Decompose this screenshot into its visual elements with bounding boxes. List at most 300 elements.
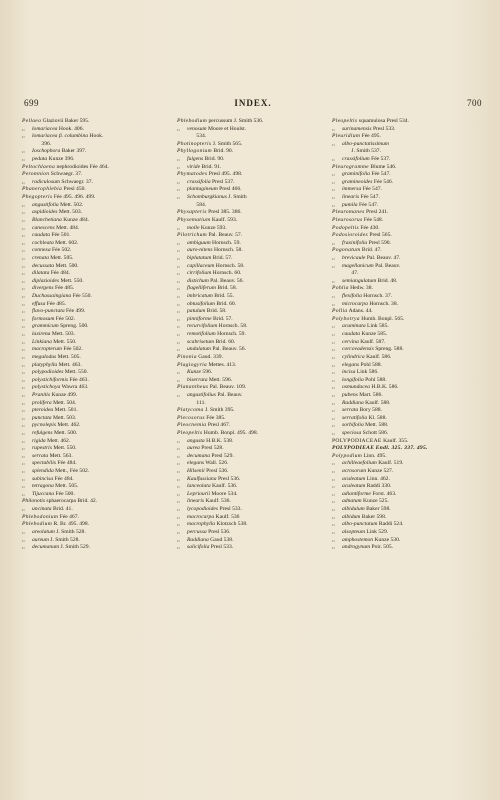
entry-lead: ,, <box>332 475 335 482</box>
entry-species: Schwaegr. 37. <box>50 171 83 178</box>
entry-authority: Brid. 60. <box>216 300 237 307</box>
entry-lead: ,, <box>22 270 25 277</box>
index-entry <box>332 240 484 248</box>
index-entry <box>22 430 174 438</box>
index-entry <box>22 400 174 408</box>
entry-authority: Hook. 406. <box>58 125 84 132</box>
index-entry <box>177 544 329 552</box>
entry-authority: Mett. 501. <box>54 407 78 414</box>
index-entry <box>177 468 329 476</box>
entry-species: formosum <box>32 315 55 322</box>
index-entry <box>332 323 484 331</box>
index-entry <box>177 156 329 164</box>
entry-species: incisa <box>342 369 356 376</box>
entry-lead: ,, <box>22 445 25 452</box>
entry-species: Brid. 90. <box>213 148 234 155</box>
entry-lead: ,, <box>332 300 335 307</box>
index-entry <box>332 354 484 362</box>
index-entry <box>332 514 484 522</box>
index-entry <box>332 498 484 506</box>
index-entry <box>332 141 484 149</box>
entry-lead: ,, <box>332 140 335 147</box>
entry-species: Kaulf. 593. <box>211 216 238 223</box>
entry-authority: Forst. 463. <box>372 490 397 497</box>
entry-lead: ,, <box>22 544 25 551</box>
entry-lead: ,, <box>177 186 180 193</box>
entry-lead: ,, <box>177 506 180 513</box>
entry-authority: Mett. 503. <box>51 331 75 338</box>
entry-species: brevicaule <box>342 254 366 261</box>
entry-lead: ,, <box>22 262 25 269</box>
entry-species: lomariacea <box>32 125 58 132</box>
entry-authority: Presl 536. <box>208 528 231 535</box>
index-entry <box>22 491 174 499</box>
entry-authority: H.B.K. 538. <box>206 437 234 444</box>
entry-lead: ,, <box>22 209 25 216</box>
entry-species: Kaulfussiana <box>187 475 217 482</box>
entry-lead: ,, <box>332 194 335 201</box>
entry-species: divergens <box>32 285 54 292</box>
entry-authority: Presl 533. <box>219 506 242 513</box>
entry-species: elegans <box>187 460 205 467</box>
index-entry <box>22 483 174 491</box>
entry-lead: ,, <box>22 338 25 345</box>
entry-species: Fée 467. <box>59 513 79 520</box>
entry-species: imbricatum <box>187 293 213 300</box>
index-entry <box>177 422 329 430</box>
entry-species: rupestris <box>32 445 52 452</box>
entry-authority: Hornsch. 59. <box>217 331 246 338</box>
index-entry <box>177 339 329 347</box>
page-header <box>24 98 482 112</box>
entry-lead: ,, <box>177 300 180 307</box>
entry-lead: ,, <box>22 414 25 421</box>
entry-species: angusta <box>187 437 205 444</box>
index-entry <box>22 415 174 423</box>
entry-lead: Phlebodonium <box>22 513 59 520</box>
entry-lead: Pilotrichum <box>177 232 208 239</box>
entry-species: albidum <box>342 513 361 520</box>
entry-authority: Wawra 463. <box>61 384 89 391</box>
entry-lead: ,, <box>177 156 180 163</box>
entry-authority: Fée 484. <box>54 475 74 482</box>
index-entry <box>22 255 174 263</box>
entry-lead: ,, <box>22 346 25 353</box>
entry-lead: ,, <box>332 399 335 406</box>
entry-lead: ,, <box>177 247 180 254</box>
index-entry <box>177 392 329 400</box>
index-entry <box>332 278 484 286</box>
index-entry <box>332 415 484 423</box>
entry-lead: ,, <box>332 498 335 505</box>
entry-species: caudata <box>342 331 361 338</box>
index-entry <box>22 126 174 134</box>
entry-species: dilatata <box>32 270 50 277</box>
entry-species: lycopodioides <box>187 506 219 513</box>
entry-lead: ,, <box>22 247 25 254</box>
entry-authority: Mett. 602. <box>55 239 79 246</box>
index-entry <box>332 377 484 385</box>
index-entry <box>177 202 329 210</box>
entry-lead: Phlebodium <box>22 521 53 528</box>
entry-species: albidulum <box>342 506 365 513</box>
entry-species: Pranitis <box>32 391 51 398</box>
index-entry <box>177 400 329 408</box>
entry-lead: ,, <box>177 452 180 459</box>
entry-lead: ,, <box>177 376 180 383</box>
index-entry <box>332 148 484 156</box>
entry-authority: J. Smith <box>228 194 247 201</box>
index-entry <box>332 308 484 316</box>
entry-species: adiantiforme <box>342 490 371 497</box>
entry-authority: Kaulf. 536. <box>205 498 231 505</box>
entry-authority: Fée 546. <box>373 178 394 185</box>
index-entry <box>22 362 174 370</box>
entry-lead: ,, <box>177 528 180 535</box>
entry-authority: Baker 598. <box>361 513 387 520</box>
index-entry <box>332 164 484 172</box>
index-entry <box>177 255 329 263</box>
entry-lead: ,, <box>177 490 180 497</box>
entry-authority: Fée 547. <box>362 186 382 193</box>
index-entry <box>22 118 174 126</box>
entry-species: sphaerocarpa <box>46 498 76 505</box>
entry-authority: Brid. 42. <box>77 498 98 505</box>
index-entry <box>332 255 484 263</box>
entry-authority: Kunze 530. <box>374 536 401 543</box>
entry-species: acuminata <box>342 323 366 330</box>
entry-species: R. Br. 495. 498. <box>53 521 90 528</box>
entry-species: Hilsenii <box>187 468 205 475</box>
entry-authority: Pal. Beauv. 56. <box>212 346 247 353</box>
entry-lead: ,, <box>332 293 335 300</box>
entry-authority: J. Smith 528. <box>50 536 80 543</box>
entry-lead: ,, <box>177 125 180 132</box>
entry-authority: Brid. 58. <box>217 285 238 292</box>
index-entry <box>177 331 329 339</box>
entry-lead: Polybotrya <box>332 315 360 322</box>
right-page-number: 700 <box>467 98 482 108</box>
entry-authority: Linn. 462. <box>366 475 390 482</box>
entry-lead: ,, <box>332 528 335 535</box>
entry-species: patulum <box>187 308 206 315</box>
entry-authority: Mett. 462. <box>57 422 81 429</box>
entry-lead: ,, <box>177 194 180 201</box>
index-entry <box>22 171 174 179</box>
entry-authority: Moore 534. <box>211 490 238 497</box>
entry-species: semiangulatum <box>342 277 377 284</box>
index-entry <box>22 377 174 385</box>
index-entry <box>177 377 329 385</box>
entry-lead: ,, <box>332 429 335 436</box>
entry-authority: 396. <box>41 140 52 147</box>
entry-authority: Kaulf. 586. <box>366 353 392 360</box>
entry-species: aureum <box>32 536 49 543</box>
index-entry <box>177 415 329 423</box>
index-entry <box>177 179 329 187</box>
entry-authority: Brid. 57. <box>212 315 233 322</box>
entry-authority: Kaulf. 536 <box>215 513 240 520</box>
entry-lead: ,, <box>22 277 25 284</box>
entry-lead: ,, <box>332 323 335 330</box>
index-entry <box>177 537 329 545</box>
index-entry <box>22 392 174 400</box>
entry-authority: Presl 529. <box>211 452 234 459</box>
entry-authority: Brid. 60. <box>215 338 236 345</box>
entry-species: Gaud. 339. <box>198 353 223 360</box>
index-entry <box>22 301 174 309</box>
entry-authority: Schwaegr. 37. <box>61 178 93 185</box>
index-entry <box>332 202 484 210</box>
entry-authority: Pal. Beauv. <box>375 262 401 269</box>
entry-authority: 111. <box>196 399 206 406</box>
entry-lead: Plagiogyria <box>177 361 208 368</box>
index-entry <box>332 179 484 187</box>
entry-lead: ,, <box>332 513 335 520</box>
index-entry <box>332 263 484 271</box>
entry-species: molle <box>187 224 200 231</box>
entry-lead: Pleurogramme <box>332 163 369 170</box>
index-entry <box>177 240 329 248</box>
index-entry <box>177 521 329 529</box>
entry-species: elegans <box>342 361 360 368</box>
index-entry <box>332 529 484 537</box>
index-entry <box>332 460 484 468</box>
entry-authority: 596. <box>202 369 213 376</box>
index-entry <box>177 194 329 202</box>
index-entry <box>177 301 329 309</box>
entry-authority: Brid. 48. <box>377 277 398 284</box>
entry-authority: Fée 537. <box>371 156 391 163</box>
entry-authority: Brid. 41. <box>52 506 73 513</box>
entry-species: J. Smith 395. <box>205 407 235 414</box>
entry-authority: Raddi 330. <box>366 483 392 490</box>
index-entry <box>177 491 329 499</box>
entry-lead: ,, <box>332 239 335 246</box>
entry-species: Raddiana <box>342 399 364 406</box>
entry-authority: Brid. 58. <box>206 308 227 315</box>
entry-lead: ,, <box>332 544 335 551</box>
entry-authority: Schott 586. <box>362 429 389 436</box>
entry-authority: Brid. 57. <box>212 254 233 261</box>
entry-species: aspidioides <box>32 209 58 216</box>
index-entry <box>332 133 484 141</box>
index-entry <box>22 278 174 286</box>
entry-species: macrocarpa <box>187 513 215 520</box>
entry-authority: Fée 547. <box>371 171 391 178</box>
entry-lead: ,, <box>332 521 335 528</box>
entry-species: Kaulf. 355. <box>383 437 409 444</box>
entry-species: Linn. 495. <box>363 452 387 459</box>
index-entry <box>22 316 174 324</box>
entry-species: corcovadensis <box>342 346 374 353</box>
index-entry <box>332 453 484 461</box>
entry-lead: ,, <box>22 506 25 513</box>
index-entry <box>22 240 174 248</box>
entry-authority: Link 585. <box>367 323 389 330</box>
entry-lead: ,, <box>22 536 25 543</box>
entry-authority: Mett. 484. <box>56 224 80 231</box>
index-entry <box>177 232 329 240</box>
entry-authority: Fée 484. <box>50 270 71 277</box>
entry-authority: Baker 595. <box>64 118 90 124</box>
entry-lead: ,, <box>22 125 25 132</box>
entry-species: biplutatum <box>187 254 212 261</box>
entry-species: Presl 241. <box>366 209 389 216</box>
entry-species: angustifolia <box>32 201 59 208</box>
entry-authority: J. Smith 536. <box>233 118 264 124</box>
entry-lead: ,, <box>22 156 25 163</box>
entry-authority: Mett. 550. <box>53 338 77 345</box>
entry-authority: Pohl 588. <box>360 361 382 368</box>
index-entry <box>22 225 174 233</box>
index-entry <box>22 247 174 255</box>
entry-lead: ,, <box>22 490 25 497</box>
index-entry <box>332 407 484 415</box>
entry-authority: J. Smith 528. <box>56 528 86 535</box>
index-columns <box>22 118 488 552</box>
entry-authority: Link 529. <box>366 528 389 535</box>
entry-species: rigida <box>32 437 46 444</box>
entry-species: albo-punctatissimum <box>342 140 389 147</box>
entry-species: capillaceum <box>187 262 215 269</box>
entry-lead: ,, <box>22 437 25 444</box>
entry-species: albo-punctatum <box>342 521 378 528</box>
index-entry <box>177 126 329 134</box>
entry-lead: ,, <box>177 163 180 170</box>
entry-species: tetragona <box>32 483 54 490</box>
entry-lead: ,, <box>22 353 25 360</box>
entry-authority: Mett. 502. <box>60 201 84 208</box>
entry-authority: Mett. 462. <box>47 437 71 444</box>
index-entry <box>177 133 329 141</box>
entry-lead: ,, <box>22 384 25 391</box>
entry-lead: ,, <box>332 361 335 368</box>
index-entry <box>22 468 174 476</box>
entry-lead: ,, <box>22 422 25 429</box>
entry-species: Lepriourii <box>187 490 211 497</box>
entry-lead: ,, <box>177 498 180 505</box>
index-entry <box>332 156 484 164</box>
entry-species: grammicum <box>32 323 59 330</box>
entry-species: Presl 565. <box>369 232 392 239</box>
index-entry <box>22 514 174 522</box>
entry-authority: Pal. Beauv. 56. <box>210 277 244 284</box>
entry-authority: Poir. 505. <box>371 544 394 551</box>
entry-lead: ,, <box>177 346 180 353</box>
entry-authority: H.B.K. 586. <box>371 384 399 391</box>
entry-lead: Pleuromanes <box>332 209 365 216</box>
index-entry <box>22 453 174 461</box>
entry-lead: ,, <box>22 376 25 383</box>
index-entry <box>22 179 174 187</box>
entry-authority: Mett. 503. <box>58 209 83 216</box>
entry-species: crassifolia <box>187 178 211 185</box>
entry-lead: ,, <box>332 178 335 185</box>
entry-lead: ,, <box>22 148 25 155</box>
entry-authority: Kl. 588. <box>368 414 387 421</box>
entry-lead: Planantheus <box>177 384 209 391</box>
entry-species: splendida <box>32 468 54 475</box>
index-entry <box>332 384 484 392</box>
entry-species: canescens <box>32 224 55 231</box>
entry-lead: ,, <box>332 422 335 429</box>
index-entry <box>332 346 484 354</box>
entry-species: biserrata <box>187 376 208 383</box>
entry-lead: ,, <box>332 460 335 467</box>
entry-authority: Pal. Beauv. 47. <box>366 254 401 261</box>
entry-authority: Presl 533. <box>372 125 396 132</box>
index-entry <box>332 316 484 324</box>
entry-species: Fée 548. <box>363 216 384 223</box>
entry-lead: ,, <box>177 391 180 398</box>
entry-authority: 584. <box>196 201 207 208</box>
entry-authority: Wall. 526. <box>205 460 229 467</box>
entry-species: laxirena <box>32 331 51 338</box>
entry-lead: ,, <box>332 506 335 513</box>
entry-species: cervina <box>342 338 359 345</box>
index-entry <box>332 362 484 370</box>
entry-lead: ,, <box>22 475 25 482</box>
entry-lead: ,, <box>332 156 335 163</box>
index-entry <box>177 263 329 271</box>
index-entry <box>22 232 174 240</box>
entry-species: diplazioides <box>32 277 60 284</box>
entry-species: percussa <box>187 528 207 535</box>
entry-authority: Fée 502. <box>63 346 83 353</box>
entry-species: plantagineum <box>187 186 218 193</box>
entry-species: gramineoides <box>342 178 373 185</box>
entry-species: linearis <box>342 194 360 201</box>
index-entry <box>22 460 174 468</box>
entry-authority: Mett. 588. <box>365 422 389 429</box>
entry-lead: ,, <box>177 513 180 520</box>
entry-species: Brid. 47. <box>361 247 382 254</box>
entry-species: macrophylla <box>187 521 216 528</box>
entry-species: percussum <box>208 118 233 124</box>
entry-lead: ,, <box>22 483 25 490</box>
entry-species: Pal. Beauv. 109. <box>209 384 247 391</box>
entry-species: serrata <box>32 452 49 459</box>
index-entry <box>332 194 484 202</box>
entry-authority: Fée 484. <box>57 460 77 467</box>
entry-lead: ,, <box>22 407 25 414</box>
entry-lead: ,, <box>22 285 25 292</box>
index-entry <box>177 483 329 491</box>
entry-lead: Pogonatum <box>332 247 361 254</box>
entry-lead: ,, <box>177 544 180 551</box>
index-entry <box>22 194 174 202</box>
entry-lead: Phymatodes <box>177 171 208 178</box>
entry-authority: Link 586. <box>356 369 379 376</box>
index-entry <box>22 148 174 156</box>
entry-species: polystichiformis <box>32 376 69 383</box>
entry-authority: Kaulf. 519. <box>378 460 404 467</box>
entry-authority: Fée 502. <box>52 247 72 254</box>
entry-lead: ,, <box>177 445 180 452</box>
entry-lead: POLYPODIEAE <box>332 445 375 452</box>
index-column-3 <box>332 118 484 552</box>
entry-species: aculeatum <box>342 475 366 482</box>
index-entry <box>332 438 484 446</box>
index-entry <box>22 476 174 484</box>
entry-lead: POLYPODIACEAE <box>332 437 382 444</box>
entry-species: subincisa <box>32 475 54 482</box>
entry-authority: Baker 397. <box>61 148 87 155</box>
entry-lead: ,, <box>22 528 25 535</box>
index-entry <box>22 308 174 316</box>
index-entry <box>177 407 329 415</box>
